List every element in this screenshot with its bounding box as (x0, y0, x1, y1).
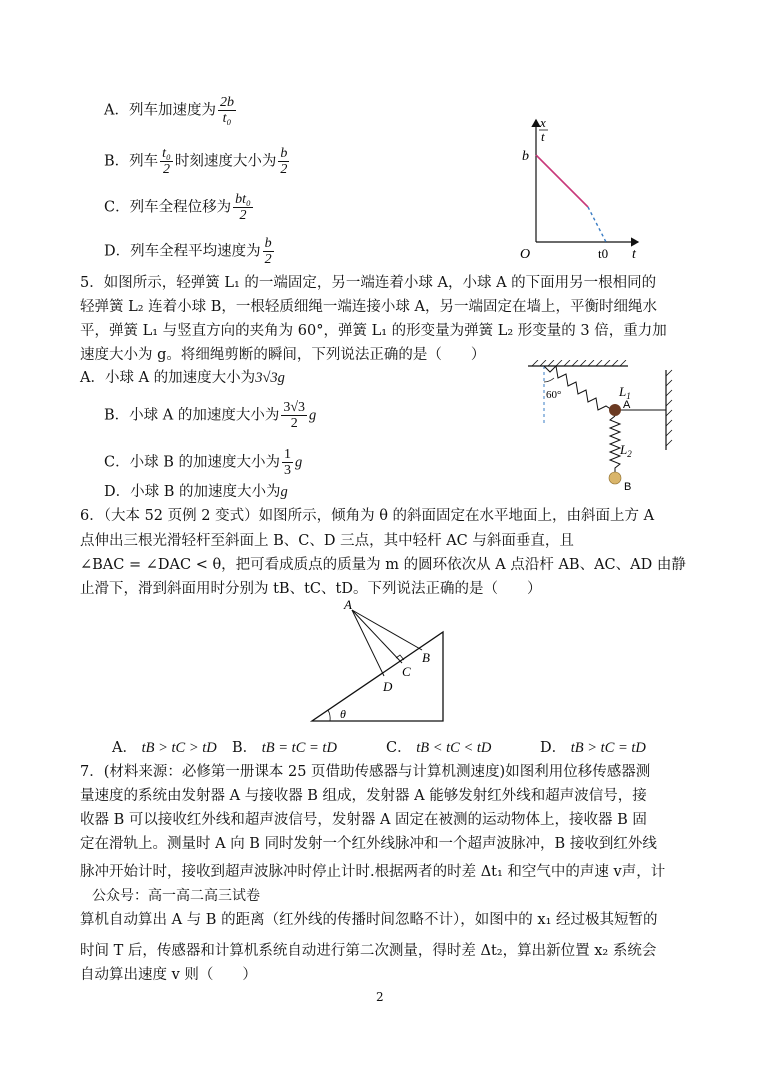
q6-label-theta: θ (340, 707, 346, 721)
q7-stem-line-5: 脉冲开始计时，接收到超声波脉冲时停止计时.根据两者的时差 Δt₁ 和空气中的声速 v声，计 (80, 864, 666, 880)
q4-option-c: C．列车全程位移为 $\frac{\text{bt₀}}{2}$ (104, 192, 251, 223)
q5-ball-b (609, 472, 621, 484)
q4-y-label-num: x (540, 115, 546, 130)
q4-option-d: D．列车全程平均速度为 $\frac{b}{2}$ (104, 236, 272, 267)
q6-incline (312, 632, 443, 721)
q6-label-c: C (402, 664, 411, 679)
q6-rod-ac (352, 610, 402, 663)
q7-stem-line-2: 量速度的系统由发射器 A 与接收器 B 组成，发射器 A 能够发射红外线和超声波信号，接 (80, 788, 647, 804)
q6-option-c: C． tB < tC < tD (386, 740, 492, 756)
q5-angle-arc (544, 378, 554, 382)
q5-option-c: C．小球 B 的加速度大小为 $\frac{1}{3}$ g (104, 447, 303, 478)
q5-option-b: B．小球 A 的加速度大小为 $\frac{3√3}{2}$ g (104, 400, 317, 431)
q5-ceiling-hatch (532, 360, 626, 366)
q6-theta-arc (328, 710, 330, 721)
q5-ball-b-label: B (624, 481, 632, 493)
q5-ball-a (609, 404, 621, 416)
q6-option-a: A． tB > tC > tD (112, 740, 217, 756)
q4-option-b: B．列车 $\frac{\text{t₀}}{2}$ 时刻速度大小为 $\frac{b}{2}$ (104, 146, 288, 177)
q7-stem-line-6: 算机自动算出 A 与 B 的距离（红外线的传播时间忽略不计），如图中的 x₁ 经过极其短暂的 (80, 912, 658, 928)
q7-stem-line-4: 定在滑轨上。测量时 A 向 B 同时发射一个红外线脉冲和一个超声波脉冲，B 接收到红外线 (80, 836, 657, 852)
q5-stem-line-4: 速度大小为 g。将细绳剪断的瞬间，下列说法正确的是（ ） (80, 347, 486, 363)
q6-incline-figure (300, 596, 460, 726)
q6-label-a: A (344, 597, 352, 612)
page-number: 2 (376, 990, 384, 1004)
q4-x-label: t (632, 247, 636, 262)
q6-rod-ad (352, 610, 384, 676)
q5-spring-l2 (610, 416, 620, 474)
q4-y-label-den: t (541, 129, 545, 144)
q5-stem-line-1: 5．如图所示，轻弹簧 L₁ 的一端固定，另一端连着小球 A，小球 A 的下面用另一根相同的 (80, 275, 657, 291)
q4-origin: O (520, 247, 531, 262)
q5-stem-line-2: 轻弹簧 L₂ 连着小球 B，一根轻质细绳一端连接小球 A，另一端固定在墙上，平衡时细绳水 (80, 299, 658, 315)
q5-stem-line-3: 平，弹簧 L₁ 与竖直方向的夹角为 60°，弹簧 L₁ 的形变量为弹簧 L₂ 形变量的 3 倍，重力加 (80, 323, 667, 339)
q6-stem-line-4: 止滑下，滑到斜面用时分别为 tB、tC、tD。下列说法正确的是（ ） (80, 581, 542, 597)
q6-label-b: B (422, 650, 430, 665)
q4-x-tick: t0 (598, 246, 609, 261)
q6-rod-ab (352, 610, 422, 650)
q6-label-d: D (383, 679, 393, 694)
q5-spring-l2-label: $L_2$ (620, 442, 632, 459)
q5-spring-figure (528, 360, 698, 500)
q5-option-a: A．小球 A 的加速度大小为3√3g (80, 370, 285, 386)
q5-angle-label: 60° (546, 389, 562, 401)
q4-y-tick: b (522, 149, 529, 164)
q5-option-d: D．小球 B 的加速度大小为g (104, 484, 288, 500)
q5-spring-l1 (544, 366, 612, 410)
q6-option-d: D． tB > tC = tD (540, 740, 646, 756)
q5-ball-a-label: A (623, 399, 631, 411)
q7-stem-line-8: 自动算出速度 v 则（ ） (80, 967, 257, 983)
q6-option-b: B． tB = tC = tD (232, 740, 337, 756)
watermark: 公众号：高一高二高三试卷 (92, 888, 260, 904)
q6-stem-line-3: ∠BAC = ∠DAC < θ，把可看成质点的质量为 m 的圆环依次从 A 点沿杆 AB、AC、AD 由静 (80, 557, 686, 573)
q4-option-a: A．列车加速度为 $\frac{2b}{\text{t₀}}$ (104, 95, 234, 126)
q6-stem-line-2: 点伸出三根光滑轻杆至斜面上 B、C、D 三点，其中轻杆 AC 与斜面垂直，且 (80, 533, 574, 549)
q7-stem-line-3: 收器 B 可以接收红外线和超声波信号，发射器 A 固定在被测的运动物体上，接收器 B 固 (80, 812, 647, 828)
q5-spring-l1-label: $L_1$ (619, 384, 631, 401)
q4-xt-graph (500, 112, 660, 272)
q7-stem-line-1: 7．(材料来源：必修第一册课本 25 页借助传感器与计算机测速度)如图利用位移传感器测 (80, 764, 651, 780)
q4-dashed-line (588, 207, 606, 242)
q5-wall-hatch (666, 370, 672, 446)
q4-data-line (536, 155, 588, 207)
q6-stem-line-1: 6．（大本 52 页例 2 变式）如图所示，倾角为 θ 的斜面固定在水平地面上，由斜面上方 A (80, 508, 655, 524)
q7-stem-line-7: 时间 T 后，传感器和计算机系统自动进行第二次测量，得时差 Δt₂，算出新位置 x₂ 系统会 (80, 943, 657, 959)
